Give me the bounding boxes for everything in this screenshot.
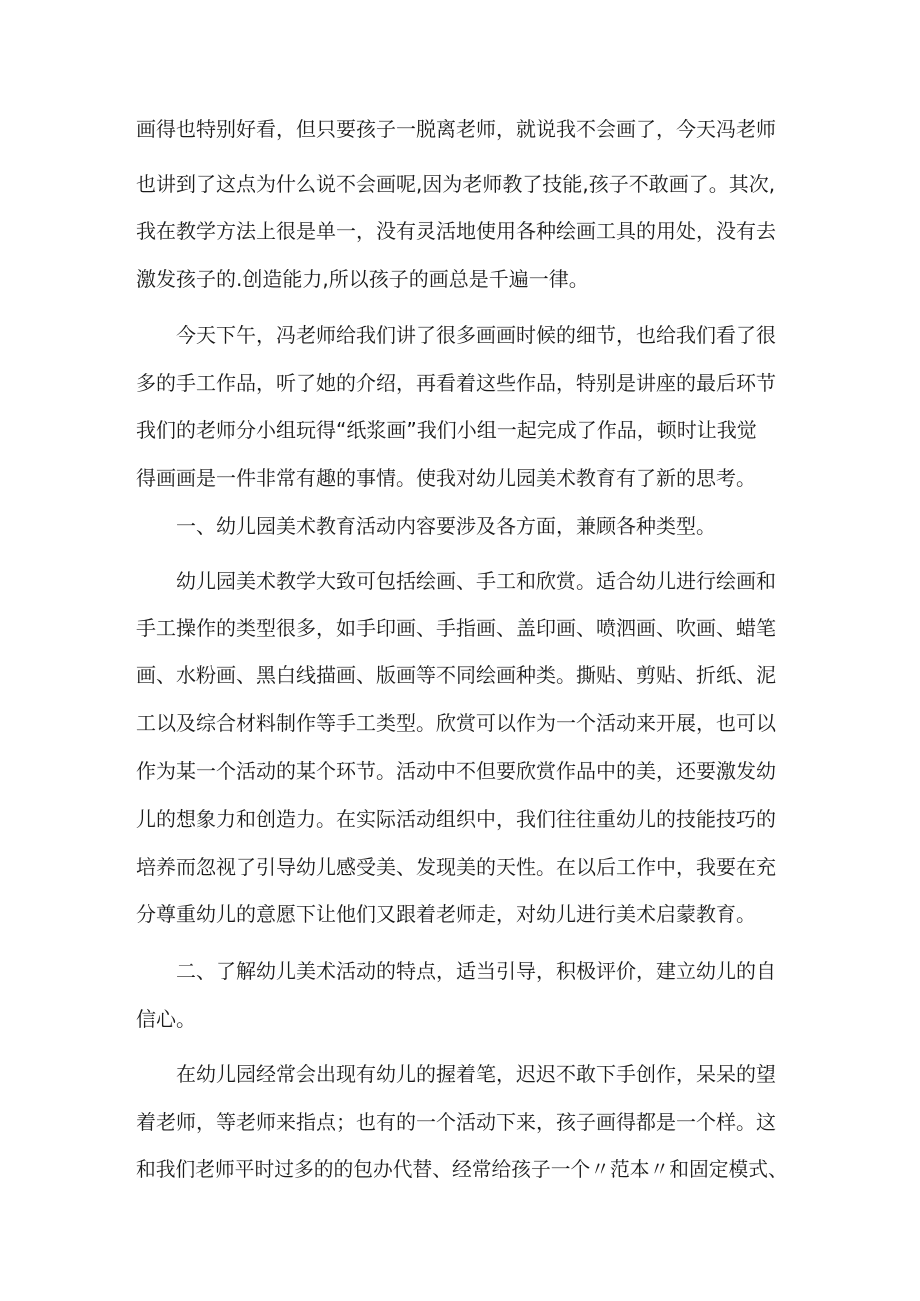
text-line: 我们的老师分小组玩得“纸浆画”我们小组一起完成了作品，顿时让我觉: [136, 418, 757, 442]
text-line: 多的手工作品，听了她的介绍，再看着这些作品，特别是讲座的最后环节: [136, 371, 776, 395]
text-line: 画、水粉画、黑白线描画、版画等不同绘画种类。撕贴、剪贴、折纸、泥: [136, 663, 776, 687]
text-line: 激发孩子的.创造能力,所以孩子的画总是千遍一律。: [136, 267, 589, 291]
section-heading: 信心。: [136, 1007, 196, 1031]
text-line: 分尊重幼儿的意愿下让他们又跟着老师走，对幼儿进行美术启蒙教育。: [136, 902, 756, 926]
section-heading: 一、幼儿园美术教育活动内容要涉及各方面，兼顾各种类型。: [176, 514, 716, 538]
text-line: 在幼儿园经常会出现有幼儿的握着笔，迟迟不敢下手创作，呆呆的望: [176, 1062, 776, 1086]
text-line: 得画画是一件非常有趣的事情。使我对幼儿园美术教育有了新的思考。: [136, 466, 756, 490]
text-line: 工以及综合材料制作等手工类型。欣赏可以作为一个活动来开展，也可以: [136, 711, 776, 735]
text-line: 手工操作的类型很多，如手印画、手指画、盖印画、喷泗画、吹画、蜡笔: [136, 616, 776, 640]
section-heading: 二、了解幼儿美术活动的特点，适当引导，积极评价，建立幼儿的自: [176, 959, 776, 983]
text-line: 幼儿园美术教学大致可包括绘画、手工和欣赏。适合幼儿进行绘画和: [176, 569, 776, 593]
text-line: 培养而忽视了引导幼儿感受美、发现美的天性。在以后工作中，我要在充: [136, 855, 776, 879]
text-line: 着老师，等老师来指点；也有的一个活动下来，孩子画得都是一个样。这: [136, 1110, 776, 1134]
text-line: 也讲到了这点为什么说不会画呢,因为老师教了技能,孩子不敢画了。其次,: [136, 172, 776, 196]
text-line: 作为某一个活动的某个环节。活动中不但要欣赏作品中的美，还要激发幼: [136, 759, 776, 783]
text-line: 和我们老师平时过多的的包办代替、经常给孩子一个〃范本〃和固定模式、: [136, 1158, 788, 1181]
text-line: 儿的想象力和创造力。在实际活动组织中，我们往往重幼儿的技能技巧的: [136, 807, 776, 831]
text-line: 画得也特别好看，但只要孩子一脱离老师，就说我不会画了，今天冯老师: [136, 117, 776, 141]
text-line: 今天下午，冯老师给我们讲了很多画画时候的细节，也给我们看了很: [176, 323, 776, 347]
text-line: 我在教学方法上很是单一，没有灵活地使用各种绘画工具的用处，没有去: [136, 219, 776, 243]
